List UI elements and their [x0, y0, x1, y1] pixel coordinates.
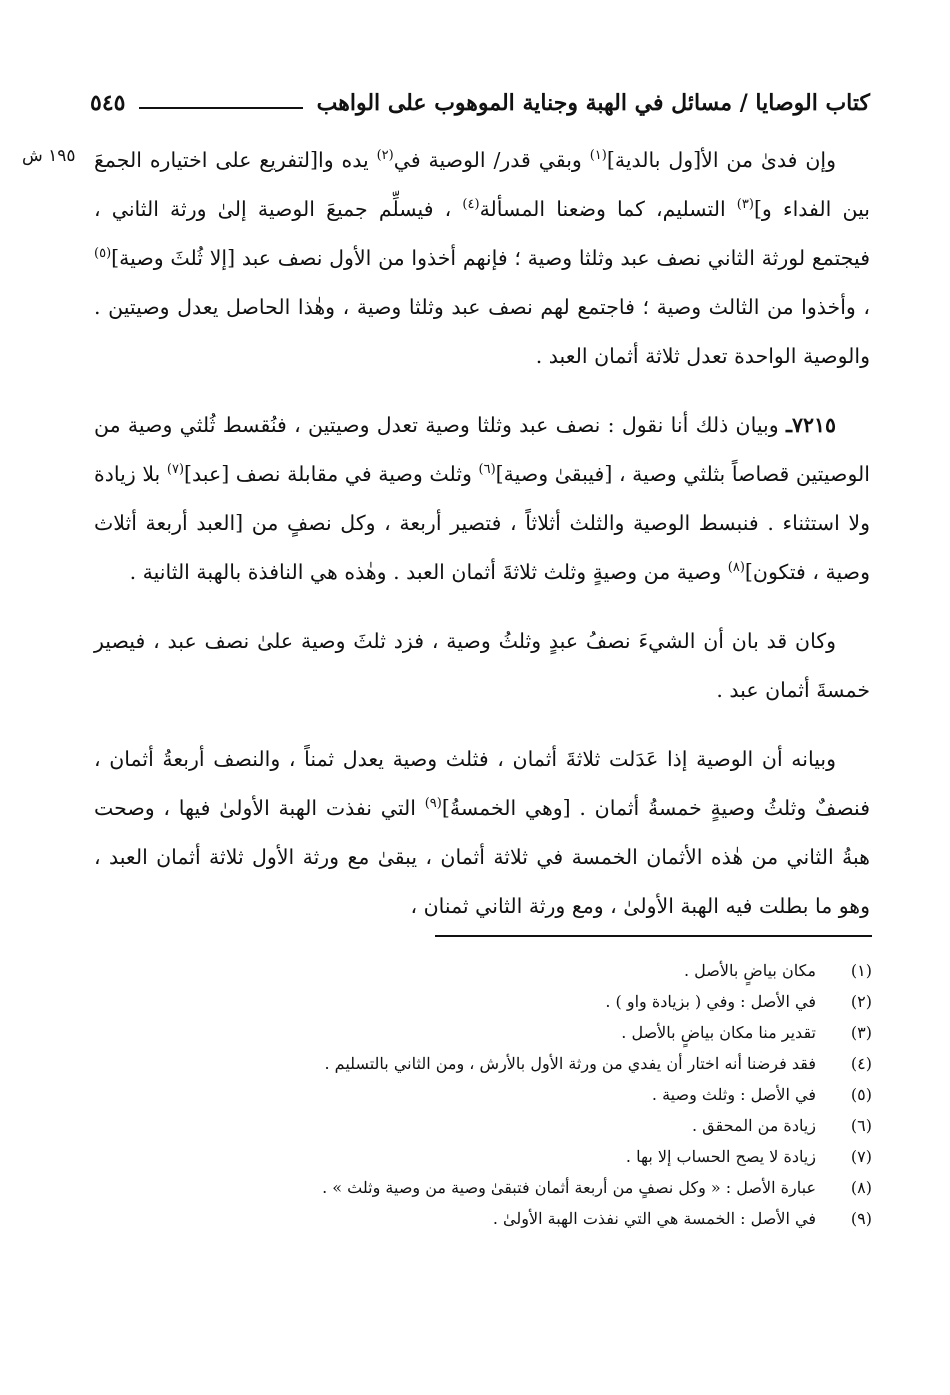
text-run: وبقي قدر/ الوصية في [393, 148, 590, 172]
footnote-text: زيادة من المحقق . [692, 1116, 816, 1135]
paragraph [94, 136, 870, 381]
footnote-text: فقد فرضنا أنه اختار أن يفدي من ورثة الأول بالأرش ، ومن الثاني بالتسليم . [324, 1054, 816, 1073]
footnote [72, 1172, 872, 1203]
footnote-text: في الأصل : وفي ( بزيادة واو ) . [605, 992, 816, 1011]
footnote-reference: (٨) [727, 560, 745, 576]
paragraph [94, 735, 870, 931]
footnote-text: زيادة لا يصح الحساب إلا بها . [625, 1147, 816, 1166]
footnote [72, 1048, 872, 1079]
page-number: ٥٤٥ [90, 90, 126, 116]
text-run: وإن فدىٰ من الأ[ول بالدية] [606, 148, 837, 172]
footnote [72, 955, 872, 986]
footnote [72, 1203, 872, 1234]
footnote-reference: (٩) [424, 796, 442, 812]
footnotes-list [72, 955, 872, 1234]
footnote-reference: (٣) [736, 197, 754, 213]
footnote-reference: (٧) [166, 462, 185, 478]
paragraph [94, 617, 870, 715]
header-title: كتاب الوصايا / مسائل في الهبة وجناية الموهوب على الواهب [316, 90, 870, 116]
text-run: وبيان ذلك أنا نقول : نصف عبد وثلثا وصية تعدل وصيتين ، فنُقسط ثُلثي وصية من الوصيتين قصاصاً بثلثي وصية ، [فيبقىٰ وصية] [94, 413, 870, 486]
text-run: وصية من وصيةٍ وثلث ثلاثةَ أثمان العبد . وهٰذه هي النافذة بالهبة الثانية . [129, 560, 728, 584]
header-rule [139, 107, 302, 109]
footnote-number: (٣) [850, 1023, 872, 1042]
footnote [72, 1110, 872, 1141]
footnote-text: مكان بياضٍ بالأصل . [683, 961, 816, 980]
running-header [90, 86, 870, 120]
footnote [72, 986, 872, 1017]
footnote-reference: (٦) [478, 462, 496, 478]
text-run: بلا زيادة ولا استثناء . فنبسط الوصية والثلث أثلاثاً ، فتصير أربعة ، وكل نصفٍ من [العبد أربعة أثلاث وصية ، فتكون] [94, 462, 870, 584]
footnote-text: عبارة الأصل : « وكل نصفٍ من أربعة أثمان فتبقىٰ وصية من وصية وثلث » . [322, 1178, 816, 1197]
footnote-number: (٥) [850, 1085, 872, 1104]
margin-note: ١٩٥ ش [22, 146, 76, 166]
text-run: التي نفذت الهبة الأولىٰ فيها ، وصحت هبةُ الثاني من هٰذه الأثمان الخمسة في ثلاثة أثمان ، يبقىٰ مع ورثة الأول ثلاثة أثمان العبد ، وهو ما بطلت فيه الهبة الأولىٰ ، ومع ورثة الثاني ثمنان ، [94, 796, 870, 918]
footnote-text: في الأصل : وثلث وصية . [651, 1085, 816, 1104]
footnote-separator [435, 935, 872, 937]
text-run: ، فيسلِّم جميعَ الوصية إلىٰ ورثة الثاني ، فيجتمع لورثة الثاني نصف عبد وثلثا وصية ؛ فإنهم أخذوا من الأول نصف عبد [إلا ثُلثَ وصية] [94, 197, 870, 270]
paragraph-number: ٧٢١٥ـ [785, 413, 836, 437]
paragraph [94, 401, 870, 597]
text-run: التسليم، كما وضعنا المسألة [479, 197, 737, 221]
footnote-text: تقدير منا مكان بياضٍ بالأصل . [621, 1023, 816, 1042]
footnote [72, 1079, 872, 1110]
footnote-number: (٧) [850, 1147, 872, 1166]
text-run: وكان قد بان أن الشيءَ نصفُ عبدٍ وثلثُ وصية ، فزد ثلثَ وصية علىٰ نصف عبد ، فيصير خمسةَ أثمان عبد . [94, 629, 870, 702]
footnote-reference: (٤) [462, 197, 480, 213]
footnote-number: (١) [850, 961, 872, 980]
footnote-number: (٦) [850, 1116, 872, 1135]
footnote-number: (٢) [850, 992, 872, 1011]
footnote [72, 1017, 872, 1048]
text-run: وبيانه أن الوصية إذا عَدَلت ثلاثةَ أثمان ، فثلث وصية يعدل ثمناً ، والنصف أربعةُ أثمان ، فنصفٌ وثلثُ وصيةٍ خمسةُ أثمان . [وهي الخمسةُ] [94, 747, 870, 820]
footnote-reference: (٢) [376, 148, 394, 164]
footnote [72, 1141, 872, 1172]
footnote-reference: (١) [589, 148, 607, 164]
footnote-number: (٤) [850, 1054, 872, 1073]
footnote-text: في الأصل : الخمسة هي التي نفذت الهبة الأولىٰ . [492, 1209, 816, 1228]
footnote-reference: (٥) [94, 246, 112, 262]
text-run: يده وا[لتفريع على اختياره الجمعَ بين الفداء و] [94, 148, 871, 221]
footnote-number: (٨) [850, 1178, 872, 1197]
text-run: ، وأخذوا من الثالث وصية ؛ فاجتمع لهم نصف عبد وثلثا وصية ، وهٰذا الحاصل يعدل وصيتين . والوصية الواحدة تعدل ثلاثة أثمان العبد . [94, 295, 870, 368]
body-text [94, 136, 870, 951]
footnote-number: (٩) [850, 1209, 872, 1228]
text-run: وثلث وصية في مقابلة نصف [عبد] [184, 462, 479, 486]
